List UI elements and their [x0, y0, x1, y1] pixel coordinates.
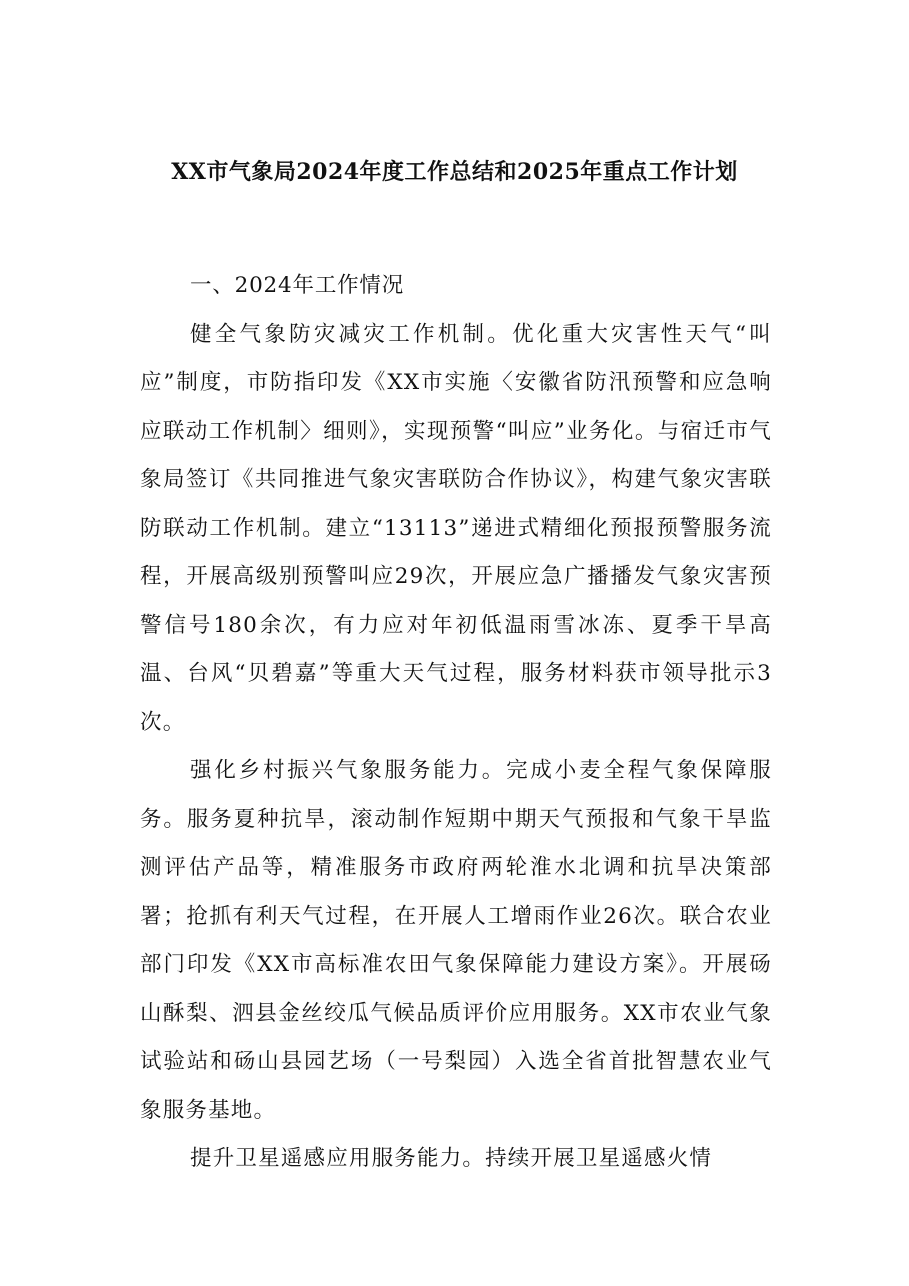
paragraph-disaster-prevention: 健全气象防灾减灾工作机制。优化重大灾害性天气“叫应”制度，市防指印发《XX市实施〈安徽省防汛预警和应急响应联动工作机制〉细则》，实现预警“叫应”业务化。与宿迁市气象局签订《共同推进气象灾害联防合作协议》，构建气象灾害联防联动工作机制。建立“13113”递进式精细化预报预警服务流程，开展高级别预警叫应29次，开展应急广播播发气象灾害预警信号180余次，有力应对年初低温雨雪冰冻、夏季干旱高温、台风“贝碧嘉”等重大天气过程，服务材料获市领导批示3次。: [140, 321, 772, 735]
document-body: [140, 262, 772, 1184]
document-title: XX市气象局2024年度工作总结和2025年重点工作计划: [171, 159, 738, 185]
section-heading: 一、2024年工作情况: [190, 273, 405, 298]
paragraph-satellite-remote-sensing: 提升卫星遥感应用服务能力。持续开展卫星遥感火情: [190, 1146, 713, 1171]
paragraph-rural-revitalization: 强化乡村振兴气象服务能力。完成小麦全程气象保障服务。服务夏种抗旱，滚动制作短期中期天气预报和气象干旱监测评估产品等，精准服务市政府两轮淮水北调和抗旱决策部署；抢抓有利天气过程，在开展人工增雨作业26次。联合农业部门印发《XX市高标准农田气象保障能力建设方案》。开展砀山酥梨、泗县金丝绞瓜气候品质评价应用服务。XX市农业气象试验站和砀山县园艺场（一号梨园）入选全省首批智慧农业气象服务基地。: [140, 758, 772, 1123]
